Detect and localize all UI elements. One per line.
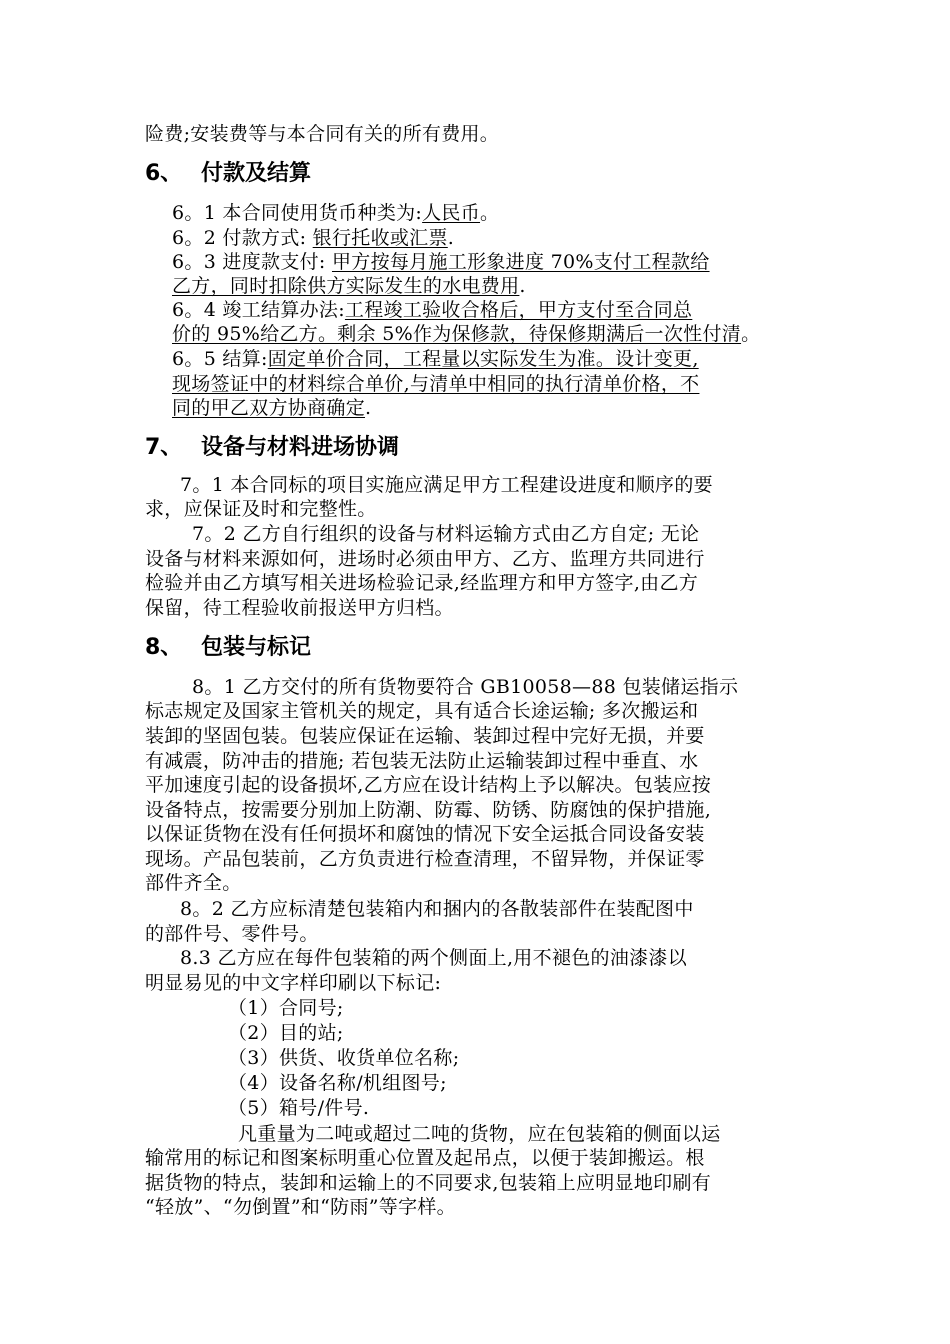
text-line: 设备特点，按需要分别加上防潮、防霉、防锈、防腐蚀的保护措施, [145,799,712,821]
clause-end: 。 [741,323,761,345]
clause-text: 6。2 付款方式: [172,227,313,249]
clause-7-1: 7。1 本合同标的项目实施应满足甲方工程建设进度和顺序的要 [180,474,713,496]
clause-text: 6。1 本合同使用货币种类为: [172,202,423,224]
underlined-value: 价的 95%给乙方。剩余 5%作为保修款，待保修期满后一次性付清 [172,323,742,345]
text-line: 的部件号、零件号。 [145,923,319,945]
text-line: 据货物的特点，装卸和运输上的不同要求,包装箱上应明显地印刷有 [145,1172,712,1194]
section-heading-8 [145,634,311,662]
clause-6-5-cont [172,396,371,421]
text-line: 以保证货物在没有任何损坏和腐蚀的情况下安全运抵合同设备安装 [145,823,705,845]
text-line: 标志规定及国家主管机关的规定，具有适合长途运输; 多次搬运和 [145,700,699,722]
list-item: （4）设备名称/机组图号; [228,1072,447,1094]
text-line: 求，应保证及时和完整性。 [145,498,377,520]
section-number: 8、 [145,635,183,660]
clause-8-2: 8。2 乙方应标清楚包装箱内和捆内的各散装部件在装配图中 [180,898,694,920]
clause-6-3-cont [172,274,526,299]
clause-text: 6。4 竣工结算办法: [172,299,345,321]
clause-6-2 [172,226,454,251]
text-line: 设备与材料来源如何，进场时必须由甲方、乙方、监理方共同进行 [145,548,705,570]
text-line: 装卸的坚固包装。包装应保证在运输、装卸过程中完好无损，并要 [145,725,705,747]
clause-end: 。 [480,202,500,224]
clause-text: 6。5 结算: [172,348,268,370]
underlined-value: 固定单价合同，工程量以实际发生为准。设计变更, [267,348,699,370]
underlined-value: 同的甲乙双方协商确定 [172,397,366,419]
clause-7-2: 7。2 乙方自行组织的设备与材料运输方式由乙方自定; 无论 [192,523,700,545]
section-number: 6、 [145,161,183,186]
underlined-value: 银行托收或汇票 [312,227,448,249]
clause-end: . [365,397,372,419]
underlined-value: 乙方，同时扣除供方实际发生的水电费用 [172,275,520,297]
text-line: 检验并由乙方填写相关进场检验记录,经监理方和甲方签字,由乙方 [145,572,699,594]
underlined-value: 工程竣工验收合格后，甲方支付至合同总 [344,299,693,321]
text-line: “轻放”、“勿倒置”和“防雨”等字样。 [145,1196,456,1218]
section-title: 设备与材料进场协调 [201,435,400,460]
underlined-value: 现场签证中的材料综合单价,与清单中相同的执行清单价格，不 [172,373,700,395]
text-line: 险费;安装费等与本合同有关的所有费用。 [145,123,500,145]
text-line: 部件齐全。 [145,872,242,894]
section-title: 包装与标记 [201,635,312,660]
section-heading-7 [145,434,399,462]
list-item: （2）目的站; [228,1022,344,1044]
clause-text: 6。3 进度款支付: [172,251,332,273]
clause-6-1 [172,201,499,226]
clause-6-4 [172,298,692,323]
list-item: （3）供货、收货单位名称; [228,1047,460,1069]
section-number: 7、 [145,435,183,460]
clause-8-1: 8。1 乙方交付的所有货物要符合 GB10058—88 包装储运指示 [192,676,739,698]
clause-6-5 [172,347,699,372]
text-line: 现场。产品包装前，乙方负责进行检查清理，不留异物，并保证零 [145,848,705,870]
clause-8-3: 8.3 乙方应在每件包装箱的两个侧面上,用不褪色的油漆漆以 [180,947,687,969]
text-line: 保留，待工程验收前报送甲方归档。 [145,597,454,619]
section-title: 付款及结算 [201,161,312,186]
clause-6-4-cont [172,322,760,347]
underlined-value: 甲方按每月施工形象进度 70%支付工程款给 [331,251,710,273]
clause-end: . [519,275,526,297]
text-line: 平加速度引起的设备损坏,乙方应在设计结构上予以解决。包装应按 [145,774,712,796]
clause-end: . [447,227,455,249]
list-item: （5）箱号/件号. [228,1097,370,1119]
text-line: 输常用的标记和图案标明重心位置及起吊点，以便于装卸搬运。根 [145,1147,705,1169]
section-heading-6 [145,160,311,188]
clause-6-3 [172,250,710,275]
underlined-value: 人民币 [422,202,481,224]
text-line: 有减震，防冲击的措施; 若包装无法防止运输装卸过程中垂直、水 [145,750,699,772]
text-line: 明显易见的中文字样印刷以下标记: [145,972,442,994]
text-line: 凡重量为二吨或超过二吨的货物，应在包装箱的侧面以运 [238,1123,721,1145]
clause-6-5-cont [172,372,699,397]
list-item: （1）合同号; [228,997,344,1019]
